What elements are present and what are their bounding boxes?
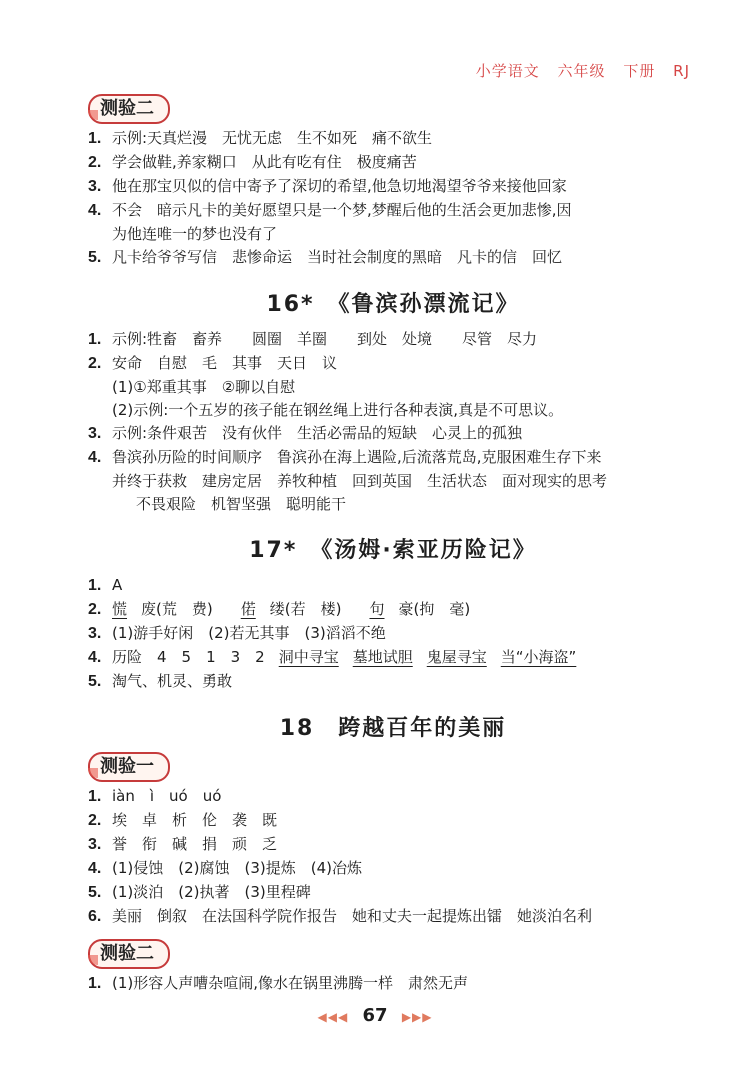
- answer-line: 6. 美丽 倒叙 在法国科学院作报告 她和丈夫一起提炼出镭 她淡泊名利: [88, 907, 593, 925]
- answer-line: 1. 示例:天真烂漫 无忧无虑 生不如死 痛不欲生: [88, 129, 433, 147]
- header-grade: 六年级: [557, 62, 606, 80]
- answer-line: 1. A: [88, 576, 123, 594]
- header-edition: RJ: [673, 62, 690, 80]
- answer-line: 4. 不会 暗示凡卡的美好愿望只是一个梦,梦醒后他的生活会更加悲惨,因: [88, 201, 572, 219]
- section-badge: 测验二: [88, 939, 170, 969]
- answer-line: (1)①郑重其事 ②聊以自慰: [112, 378, 296, 396]
- section-3-list: [88, 574, 698, 693]
- answer-line: 3. 他在那宝贝似的信中寄予了深切的希望,他急切地渴望爷爷来接他回家: [88, 177, 567, 195]
- section-1-list: [88, 127, 698, 269]
- answer-line: 2. 慌 废(荒 费) 偌 缕(若 楼) 句 豪(拘 毫): [88, 600, 471, 618]
- answer-line: 3. (1)游手好闲 (2)若无其事 (3)滔滔不绝: [88, 624, 386, 642]
- answer-line: 3. 示例:条件艰苦 没有伙伴 生活必需品的短缺 心灵上的孤独: [88, 424, 523, 442]
- section-badge: 测验一: [88, 752, 170, 782]
- header-subject: 小学语文: [475, 62, 540, 80]
- answer-line: 1. (1)形容人声嘈杂喧闹,像水在锅里沸腾一样 肃然无声: [88, 974, 469, 992]
- answer-line: 4. 历险 4 5 1 3 2 洞中寻宝 墓地试胆 鬼屋寻宝 当“小海盗”: [88, 648, 577, 666]
- answer-line: 并终于获救 建房定居 养牧种植 回到英国 生活状态 面对现实的思考: [112, 472, 608, 490]
- answer-line: 2. 安命 自慰 毛 其事 天日 议: [88, 354, 338, 372]
- section-4-list: [88, 785, 698, 928]
- lesson-title: 16* 《鲁滨孙漂流记》: [266, 292, 520, 317]
- right-arrows-icon: ▶▶▶: [401, 1010, 433, 1024]
- answer-line: 1. 示例:牲畜 畜养 圆圈 羊圈 到处 处境 尽管 尽力: [88, 330, 538, 348]
- section-badge: 测验二: [88, 94, 170, 124]
- answer-line: 2. 学会做鞋,养家糊口 从此有吃有住 极度痛苦: [88, 153, 417, 171]
- header-volume: 下册: [623, 62, 656, 80]
- answer-line: (2)示例:一个五岁的孩子能在钢丝绳上进行各种表演,真是不可思议。: [112, 401, 564, 419]
- answer-line: 为他连唯一的梦也没有了: [112, 225, 278, 243]
- answer-line: 不畏艰险 机智坚强 聪明能干: [136, 495, 347, 513]
- lesson-title: 18 跨越百年的美丽: [279, 716, 507, 741]
- page-number: 67: [362, 1005, 388, 1026]
- answer-line: 3. 誉 衔 碱 捐 顽 乏: [88, 835, 278, 853]
- page-footer: [0, 1005, 750, 1026]
- answer-line: 2. 埃 卓 析 伦 袭 既: [88, 811, 278, 829]
- left-arrows-icon: ◀◀◀: [317, 1010, 349, 1024]
- answer-line: 5. (1)淡泊 (2)执著 (3)里程碑: [88, 883, 311, 901]
- answer-line: 1. iàn ì uó uó: [88, 787, 222, 805]
- answer-line: 4. (1)侵蚀 (2)腐蚀 (3)提炼 (4)冶炼: [88, 859, 362, 877]
- running-header: [476, 60, 690, 81]
- lesson-title: 17* 《汤姆·索亚历险记》: [249, 538, 537, 563]
- answer-line: 5. 淘气、机灵、勇敢: [88, 672, 233, 690]
- section-2-list: [88, 328, 698, 515]
- answer-line: 5. 凡卡给爷爷写信 悲惨命运 当时社会制度的黑暗 凡卡的信 回忆: [88, 248, 563, 266]
- answer-line: 4. 鲁滨孙历险的时间顺序 鲁滨孙在海上遇险,后流落荒岛,克服困难生存下来: [88, 448, 602, 466]
- answer-content: [88, 94, 698, 996]
